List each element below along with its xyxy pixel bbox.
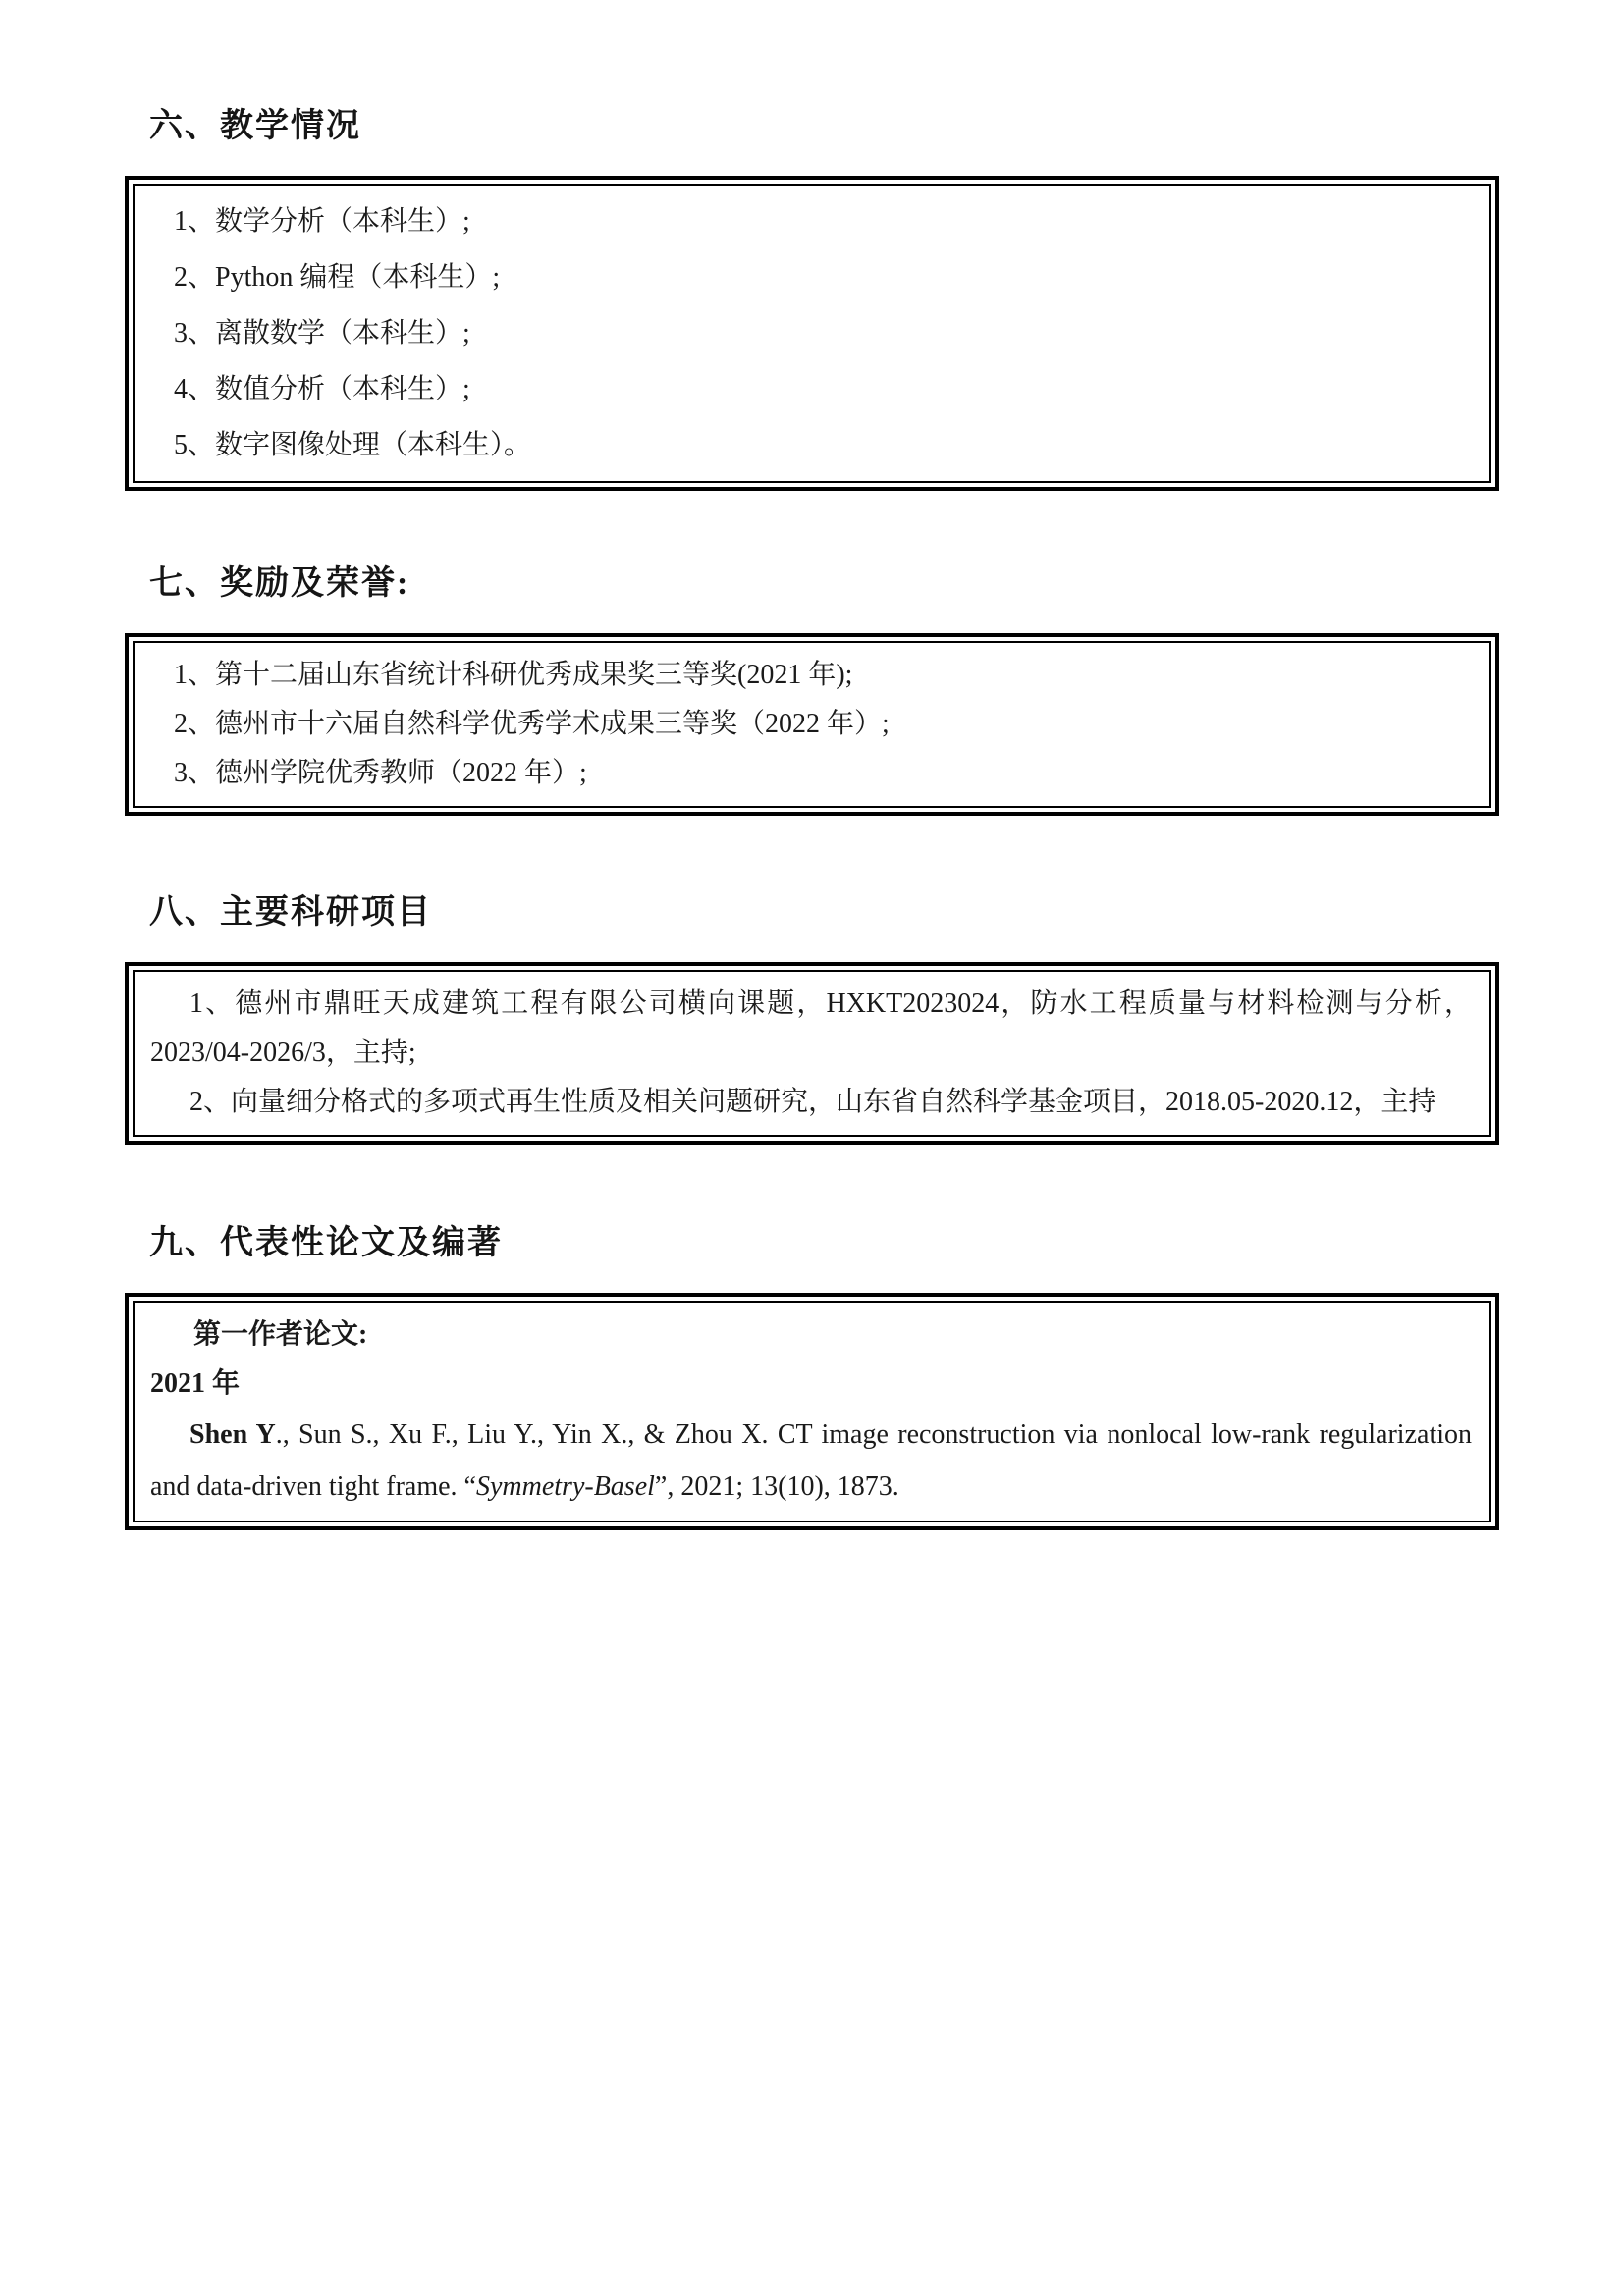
- first-author-label: 第一作者论文:: [193, 1319, 368, 1350]
- award-item: 1、第十二届山东省统计科研优秀成果奖三等奖(2021 年);: [174, 660, 853, 690]
- publication-authors-bold: Shen Y: [189, 1419, 276, 1450]
- section-heading-teaching: 六、教学情况: [149, 108, 361, 144]
- course-item: 5、数字图像处理（本科生）。: [174, 430, 532, 460]
- section-heading-awards: 七、奖励及荣誉:: [149, 565, 410, 602]
- projects-box-inner: [133, 970, 1491, 1137]
- teaching-box: [125, 176, 1499, 491]
- project-item: 2、向量细分格式的多项式再生性质及相关问题研究，山东省自然科学基金项目，2018.05-2020.12，主持: [189, 1087, 1436, 1117]
- section-heading-projects: 八、主要科研项目: [149, 894, 432, 931]
- awards-box: [125, 633, 1499, 816]
- publications-box: [125, 1293, 1499, 1530]
- awards-box-inner: [133, 641, 1491, 808]
- publication-entry: [150, 1409, 1472, 1513]
- teaching-box-inner: [133, 184, 1491, 483]
- publication-authors-rest: ., Sun S., Xu F., Liu Y., Yin X., & Zhou X. CT image reconstruction via nonlocal low-rank regularization and data-driven tight frame. “: [150, 1419, 1473, 1502]
- publication-year: 2021 年: [150, 1368, 241, 1399]
- project-item: 1、德州市鼎旺天成建筑工程有限公司横向课题，HXKT2023024，防水工程质量与材料检测与分析，2023/04-2026/3，主持;: [150, 988, 1472, 1068]
- publication-tail: ”, 2021; 13(10), 1873.: [654, 1471, 899, 1502]
- course-item: 1、数学分析（本科生）;: [174, 206, 470, 237]
- projects-box: [125, 962, 1499, 1145]
- award-item: 3、德州学院优秀教师（2022 年）;: [174, 758, 587, 788]
- publications-box-inner: [133, 1301, 1491, 1522]
- course-item: 2、Python 编程（本科生）;: [174, 262, 501, 293]
- publication-journal: Symmetry-Basel: [475, 1471, 655, 1502]
- course-item: 3、离散数学（本科生）;: [174, 318, 470, 348]
- award-item: 2、德州市十六届自然科学优秀学术成果三等奖（2022 年）;: [174, 709, 890, 739]
- course-item: 4、数值分析（本科生）;: [174, 374, 470, 404]
- section-heading-publications: 九、代表性论文及编著: [149, 1225, 503, 1261]
